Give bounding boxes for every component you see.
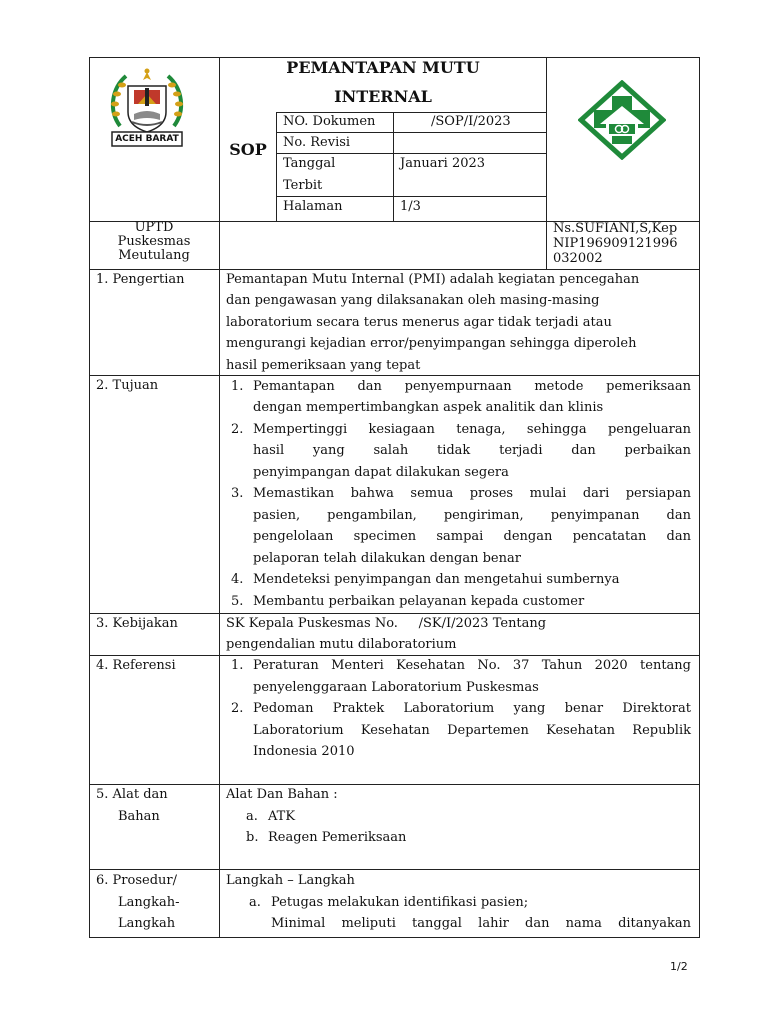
tujuan-item-3-line-4: pelaporan telah dilakukan dengan benar bbox=[253, 551, 521, 566]
alat-item-b-num: b. bbox=[246, 830, 259, 845]
aceh-barat-logo bbox=[104, 66, 190, 152]
pengertian-line-4: mengurangi kejadian error/penyimpangan sehingga diperoleh bbox=[226, 336, 637, 351]
field-label-terbit: Terbit bbox=[283, 178, 323, 193]
kebijakan-line-1: SK Kepala Puskesmas No. /SK/I/2023 Tentang bbox=[226, 616, 547, 631]
row-5-bottom bbox=[89, 869, 700, 870]
org-name-line1: UPTD bbox=[134, 220, 174, 235]
pengertian-line-1: Pemantapan Mutu Internal (PMI) adalah kegiatan pencegahan bbox=[226, 272, 640, 287]
tujuan-item-2-line-3: penyimpangan dapat dilakukan segera bbox=[253, 465, 509, 480]
referensi-item-1-line-1: Peraturan Menteri Kesehatan No. 37 Tahun 2020 tentang bbox=[253, 658, 691, 673]
alat-item-a-num: a. bbox=[246, 809, 258, 824]
section-label-prosedur-line1: 6. Prosedur/ bbox=[96, 873, 177, 888]
tujuan-item-3-num: 3. bbox=[231, 486, 244, 501]
pengertian-line-5: hasil pemeriksaan yang tepat bbox=[226, 358, 421, 373]
puskesmas-cross-icon bbox=[578, 80, 666, 160]
referensi-item-1-line-2: penyelenggaraan Laboratorium Puskesmas bbox=[253, 680, 539, 695]
signer-name: Ns.SUFIANI,S,Kep bbox=[553, 221, 678, 236]
referensi-item-1-num: 1. bbox=[231, 658, 244, 673]
sop-label: SOP bbox=[229, 140, 267, 159]
row-4-bottom bbox=[89, 784, 700, 785]
section-label-kebijakan: 3. Kebijakan bbox=[96, 616, 178, 631]
referensi-item-2-line-3: Indonesia 2010 bbox=[253, 744, 355, 759]
aceh-barat-logo-text: ACEH BARAT bbox=[115, 134, 179, 144]
tujuan-item-5-line-1: Membantu perbaikan pelayanan kepada customer bbox=[253, 594, 585, 609]
tujuan-item-1-line-1: Pemantapan dan penyempurnaan metode pemeriksaan bbox=[253, 379, 691, 394]
kebijakan-line-2: pengendalian mutu dilaboratorium bbox=[226, 637, 457, 652]
pengertian-line-3: laboratorium secara terus menerus agar tidak terjadi atau bbox=[226, 315, 612, 330]
pengertian-line-2: dan pengawasan yang dilaksanakan oleh masing-masing bbox=[226, 293, 600, 308]
tujuan-item-2-num: 2. bbox=[231, 422, 244, 437]
section-label-tujuan: 2. Tujuan bbox=[96, 378, 159, 393]
section-label-alat-line1: 5. Alat dan bbox=[96, 787, 168, 802]
org-name-line2: Puskesmas bbox=[117, 234, 191, 249]
field-label-halaman: Halaman bbox=[283, 199, 343, 214]
puskesmas-logo bbox=[578, 80, 666, 160]
tujuan-item-2-line-1: Mempertinggi kesiagaan tenaga, sehingga pengeluaran bbox=[253, 422, 691, 437]
section-label-prosedur-line2: Langkah- bbox=[118, 895, 180, 910]
field-value-tanggal: Januari 2023 bbox=[400, 156, 486, 171]
prosedur-heading: Langkah – Langkah bbox=[226, 873, 355, 888]
table-border-left bbox=[89, 57, 90, 938]
section-label-alat-line2: Bahan bbox=[118, 809, 160, 824]
tujuan-item-4-num: 4. bbox=[231, 572, 244, 587]
alat-heading: Alat Dan Bahan : bbox=[226, 787, 338, 802]
tujuan-item-3-line-3: pengelolaan specimen sampai dengan pencatatan dan bbox=[253, 529, 691, 544]
prosedur-item-a-text: Petugas melakukan identifikasi pasien; bbox=[271, 895, 529, 910]
section-label-prosedur-line3: Langkah bbox=[118, 916, 176, 931]
tujuan-item-2-line-2: hasil yang salah tidak terjadi dan perbaikan bbox=[253, 443, 691, 458]
page-number: 1/2 bbox=[670, 960, 688, 973]
section-label-referensi: 4. Referensi bbox=[96, 658, 176, 673]
signer-nip-line2: 032002 bbox=[553, 251, 603, 266]
document-title-line2: INTERNAL bbox=[334, 87, 432, 106]
table-border-right bbox=[699, 57, 700, 938]
label-column-divider bbox=[219, 57, 220, 938]
prosedur-item-a-continuation: Minimal meliputi tanggal lahir dan nama ditanyakan bbox=[271, 916, 691, 931]
referensi-item-2-line-2: Laboratorium Kesehatan Departemen Kesehatan Republik bbox=[253, 723, 691, 738]
prosedur-item-a-num: a. bbox=[249, 895, 261, 910]
tujuan-item-3-line-1: Memastikan bahwa semua proses mulai dari persiapan bbox=[253, 486, 691, 501]
tujuan-item-5-num: 5. bbox=[231, 594, 244, 609]
field-label-tanggal: Tanggal bbox=[283, 156, 336, 171]
field-label-no-revisi: No. Revisi bbox=[283, 135, 351, 150]
field-value-no-dokumen: /SOP/I/2023 bbox=[431, 114, 511, 129]
header-right-divider bbox=[546, 57, 547, 270]
field-value-halaman: 1/3 bbox=[400, 199, 421, 214]
field-label-no-dokumen: NO. Dokumen bbox=[283, 114, 376, 129]
section-label-pengertian: 1. Pengertian bbox=[96, 272, 185, 287]
document-title-line1: PEMANTAPAN MUTU bbox=[286, 58, 480, 77]
tujuan-item-3-line-2: pasien, pengambilan, pengiriman, penyimpanan dan bbox=[253, 508, 691, 523]
table-border-bottom bbox=[89, 937, 700, 938]
referensi-item-2-num: 2. bbox=[231, 701, 244, 716]
sop-column-divider bbox=[276, 112, 277, 222]
alat-item-b-text: Reagen Pemeriksaan bbox=[268, 830, 407, 845]
alat-item-a-text: ATK bbox=[268, 809, 296, 824]
tujuan-item-4-line-1: Mendeteksi penyimpangan dan mengetahui sumbernya bbox=[253, 572, 620, 587]
field-value-divider bbox=[393, 112, 394, 222]
referensi-item-2-line-1: Pedoman Praktek Laboratorium yang benar Direktorat bbox=[253, 701, 691, 716]
org-name-line3: Meutulang bbox=[118, 248, 190, 263]
tujuan-item-1-line-2: dengan mempertimbangkan aspek analitik dan klinis bbox=[253, 400, 604, 415]
signer-nip-line1: NIP196909121996 bbox=[553, 236, 678, 251]
tujuan-item-1-num: 1. bbox=[231, 379, 244, 394]
